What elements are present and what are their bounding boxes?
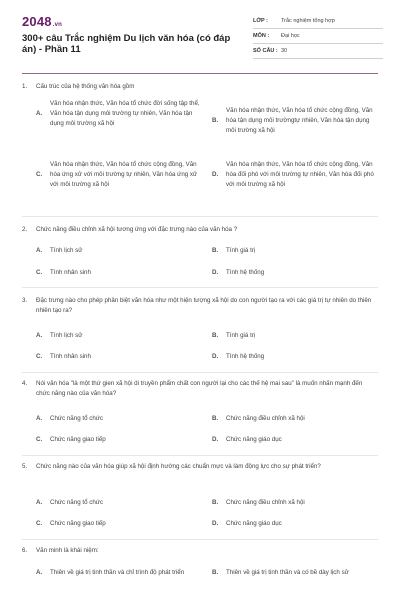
document-header (0, 0, 400, 68)
question-text: Đặc trưng nào cho phép phân biệt văn hóa như một hiện tượng xã hội do con người tạo ra với các giá trị tự nhiên do thiên nhiên tạo ra? (36, 297, 372, 314)
option-letter: A. (36, 110, 43, 117)
option-text: Tính hệ thống (226, 269, 265, 276)
meta-label: SỐ CÂU : (253, 48, 278, 54)
option-letter: B. (212, 415, 219, 422)
option-text: Văn hóa nhận thức, Văn hóa tổ chức cộng đồng, Văn hóa tận dụng môi trườngtự nhiên, Văn hóa tận dụng môi trường xã hội (226, 107, 373, 134)
meta-row-class (253, 14, 383, 29)
option-c[interactable] (36, 160, 216, 190)
page-title: 300+ câu Trắc nghiệm Du lịch văn hóa (có đáp án) - Phần 11 (22, 33, 231, 55)
question-header (22, 296, 378, 316)
logo-text: 2048 (22, 14, 52, 29)
option-b[interactable] (212, 498, 305, 508)
option-text: Chức năng tổ chức (50, 415, 103, 422)
option-text: Văn hóa nhận thức, Văn hóa tổ chức cộng đồng, Văn hóa đối phó với môi trường tự nhiên, Văn hóa đối phó với môi trường xã hội (226, 161, 374, 188)
question-number: 6. (22, 547, 28, 554)
question-separator (22, 372, 378, 373)
option-text: Chức năng giao tiếp (50, 520, 106, 527)
question-4 (22, 379, 378, 399)
meta-value: Trắc nghiệm tổng hợp (281, 18, 335, 24)
option-text: Thiên về giá trị tinh thần và chỉ trình độ phát triển (50, 569, 185, 576)
option-c[interactable] (36, 435, 106, 445)
question-separator (22, 287, 378, 288)
option-text: Văn hóa nhận thức, Văn hóa tổ chức đời sống tập thể, Văn hóa tận dụng môi trường tự nhiên, Văn hóa tận dụng môi trường xã hội (50, 100, 200, 127)
option-a[interactable] (36, 414, 103, 424)
option-text: Tính nhân sinh (50, 353, 91, 360)
question-3 (22, 296, 378, 316)
question-text: Chức năng nào của văn hóa giúp xã hội định hướng các chuẩn mực và làm động lực cho sự phát triển? (36, 463, 321, 470)
option-text: Tính lịch sử (50, 247, 83, 254)
question-5 (22, 462, 378, 472)
question-header (22, 462, 378, 472)
option-letter: A. (36, 247, 43, 254)
option-d[interactable] (212, 352, 264, 362)
option-letter: D. (212, 269, 219, 276)
option-b[interactable] (212, 568, 380, 578)
logo-tld: .vn (52, 22, 63, 28)
question-number: 3. (22, 297, 28, 304)
option-text: Chức năng tổ chức (50, 499, 103, 506)
meta-row-subject (253, 29, 383, 44)
question-header (22, 82, 378, 92)
question-text: Văn minh là khái niệm: (36, 547, 99, 554)
option-a[interactable] (36, 498, 103, 508)
option-letter: C. (36, 353, 43, 360)
site-logo[interactable] (22, 14, 62, 29)
option-text: Thiên về giá trị tinh thần và có bề dày lịch sử (226, 569, 349, 576)
option-letter: A. (36, 415, 43, 422)
question-separator (22, 216, 378, 217)
meta-label: MÔN : (253, 33, 270, 39)
option-letter: B. (212, 332, 219, 339)
option-text: Văn hóa nhận thức, Văn hóa tổ chức cộng đồng, Văn hóa ứng xử với môi trường tự nhiên, Văn hóa ứng xử với môi trường xã hội (50, 161, 198, 188)
meta-row-count (253, 44, 383, 59)
option-text: Chức năng điều chỉnh xã hội (226, 499, 305, 506)
option-d[interactable] (212, 268, 264, 278)
option-letter: A. (36, 332, 43, 339)
question-text: Chức năng điều chỉnh xã hội tương ứng với đặc trưng nào của văn hóa ? (36, 226, 238, 233)
option-letter: B. (212, 117, 219, 124)
option-letter: C. (36, 520, 43, 527)
option-letter: D. (212, 353, 219, 360)
question-number: 2. (22, 226, 28, 233)
option-b[interactable] (212, 331, 255, 341)
question-number: 4. (22, 380, 28, 387)
question-number: 1. (22, 83, 28, 90)
option-a[interactable] (36, 331, 82, 341)
header-divider (22, 73, 378, 74)
question-6 (22, 546, 378, 556)
option-text: Chức năng giáo dục (226, 436, 282, 443)
meta-value: 30 (281, 48, 288, 54)
question-header (22, 225, 378, 235)
option-c[interactable] (36, 268, 91, 278)
option-letter: D. (212, 520, 219, 527)
option-d[interactable] (212, 435, 282, 445)
option-text: Tính nhân sinh (50, 269, 91, 276)
option-b[interactable] (212, 246, 255, 256)
question-text: Cấu trúc của hệ thống văn hóa gồm (36, 83, 135, 90)
question-number: 5. (22, 463, 28, 470)
option-letter: A. (36, 569, 43, 576)
question-separator (22, 455, 378, 456)
question-header (22, 546, 378, 556)
option-letter: C. (36, 171, 43, 178)
option-letter: D. (212, 436, 219, 443)
question-text: Nói văn hóa "là một thứ gien xã hội di truyền phẩm chất con người lại cho các thế hệ mai sau" là muốn nhấn mạnh đến chức năng nào của văn hóa? (36, 380, 363, 397)
option-a[interactable] (36, 568, 212, 578)
option-text: Chức năng giao tiếp (50, 436, 106, 443)
option-a[interactable] (36, 99, 216, 129)
meta-value: Đại học (281, 33, 300, 39)
question-separator (22, 539, 378, 540)
option-letter: C. (36, 269, 43, 276)
option-letter: A. (36, 499, 43, 506)
meta-table (253, 14, 383, 59)
option-d[interactable] (212, 160, 380, 190)
option-a[interactable] (36, 246, 82, 256)
option-b[interactable] (212, 106, 380, 136)
option-text: Chức năng điều chỉnh xã hội (226, 415, 305, 422)
option-text: Tính lịch sử (50, 332, 83, 339)
option-b[interactable] (212, 414, 305, 424)
option-text: Chức năng giáo dục (226, 520, 282, 527)
option-c[interactable] (36, 519, 106, 529)
option-c[interactable] (36, 352, 91, 362)
option-letter: C. (36, 436, 43, 443)
question-header (22, 379, 378, 399)
option-letter: D. (212, 171, 219, 178)
option-letter: B. (212, 247, 219, 254)
option-d[interactable] (212, 519, 282, 529)
question-2 (22, 225, 378, 235)
question-1 (22, 82, 378, 92)
option-text: Tính hệ thống (226, 353, 265, 360)
meta-label: LỚP : (253, 18, 268, 24)
option-letter: B. (212, 569, 219, 576)
option-text: Tính giá trị (226, 247, 256, 254)
option-letter: B. (212, 499, 219, 506)
option-text: Tính giá trị (226, 332, 256, 339)
